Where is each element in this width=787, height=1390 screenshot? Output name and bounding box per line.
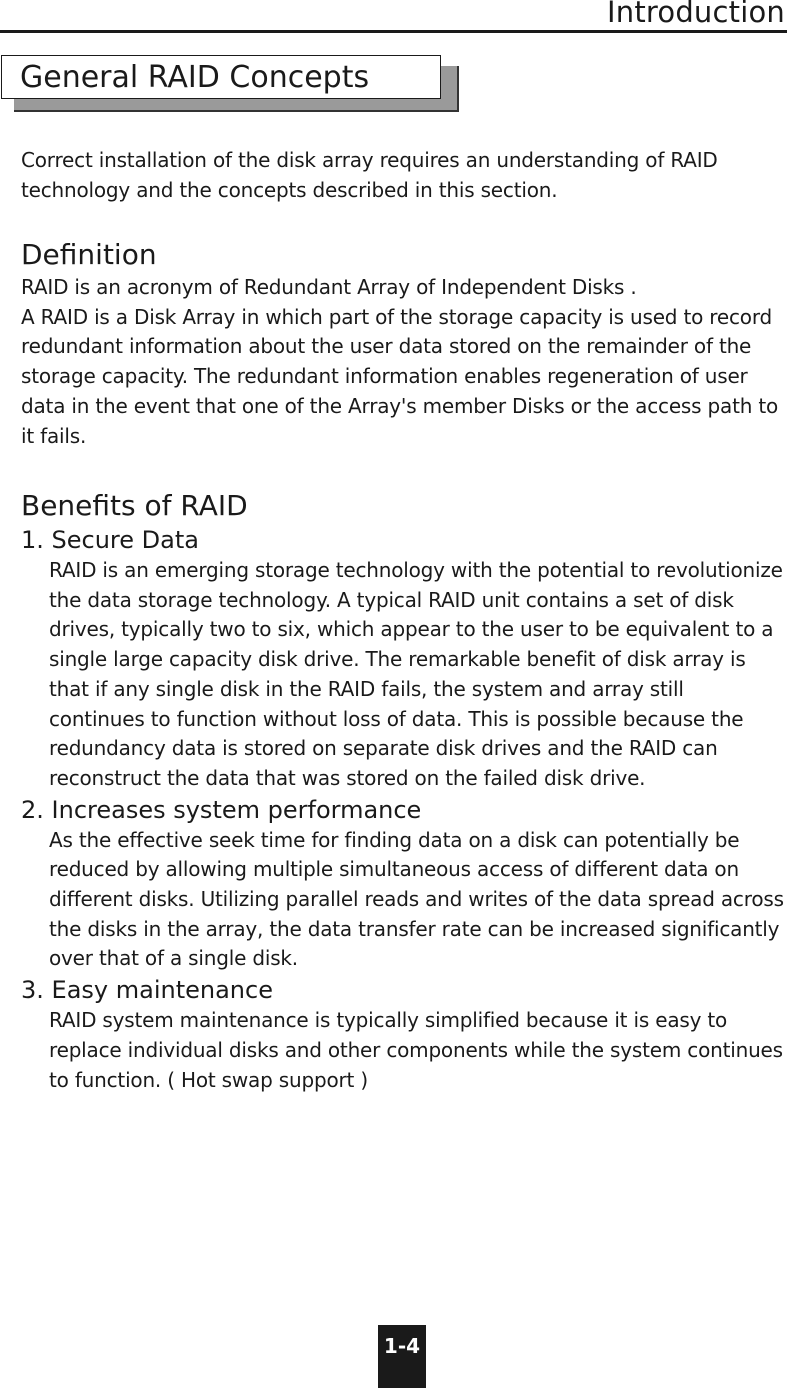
benefit-body-performance: As the effective seek time for finding data on a disk can potentially be reduced by allowing multiple simultaneous access of different data on different disks. Utilizing parallel reads and writes of the data spread across the disks in the array, the data transfer rate can be increased significantly over that of a single disk. xyxy=(49,827,784,971)
header-rule xyxy=(0,30,787,33)
benefits-heading: Benefits of RAID xyxy=(21,489,248,522)
page-number: 1-4 xyxy=(378,1325,426,1388)
benefit-title-maintenance: 3. Easy maintenance xyxy=(21,976,273,1005)
section-title: General RAID Concepts xyxy=(20,60,370,95)
benefit-body-secure-data: RAID is an emerging storage technology with the potential to revolutionize the data storage technology. A typical RAID unit contains a set of disk drives, typically two to six, which appear to the user to be equivalent to a single large capacity disk drive. The remarkable benefit of disk array is that if any single disk in the RAID fails, the system and array still continues to function without loss of data. This is possible because the redundancy data is stored on separate disk drives and the RAID can reconstruct the data that was stored on the failed disk drive. xyxy=(49,558,783,790)
definition-paragraph: A RAID is a Disk Array in which part of the storage capacity is used to record redundant information about the user data stored on the remainder of the storage capacity. The redundant information enables regeneration of user data in the event that one of the Array's member Disks or the access path to it fails. xyxy=(21,304,779,448)
intro-block xyxy=(21,146,785,205)
benefits-block xyxy=(21,488,785,1095)
intro-paragraph: Correct installation of the disk array requires an understanding of RAID technology and the concepts described in this section. xyxy=(21,148,718,202)
definition-line-1: RAID is an acronym of Redundant Array of Independent Disks . xyxy=(21,275,637,299)
benefit-title-performance: 2. Increases system performance xyxy=(21,795,422,824)
benefit-body-maintenance: RAID system maintenance is typically simplified because it is easy to replace individual disks and other components while the system continues to function. ( Hot swap support ) xyxy=(49,1008,783,1092)
running-header-title: Introduction xyxy=(606,0,785,29)
benefit-title-secure-data: 1. Secure Data xyxy=(21,526,199,554)
definition-block xyxy=(21,237,785,451)
definition-heading: Definition xyxy=(21,238,157,271)
